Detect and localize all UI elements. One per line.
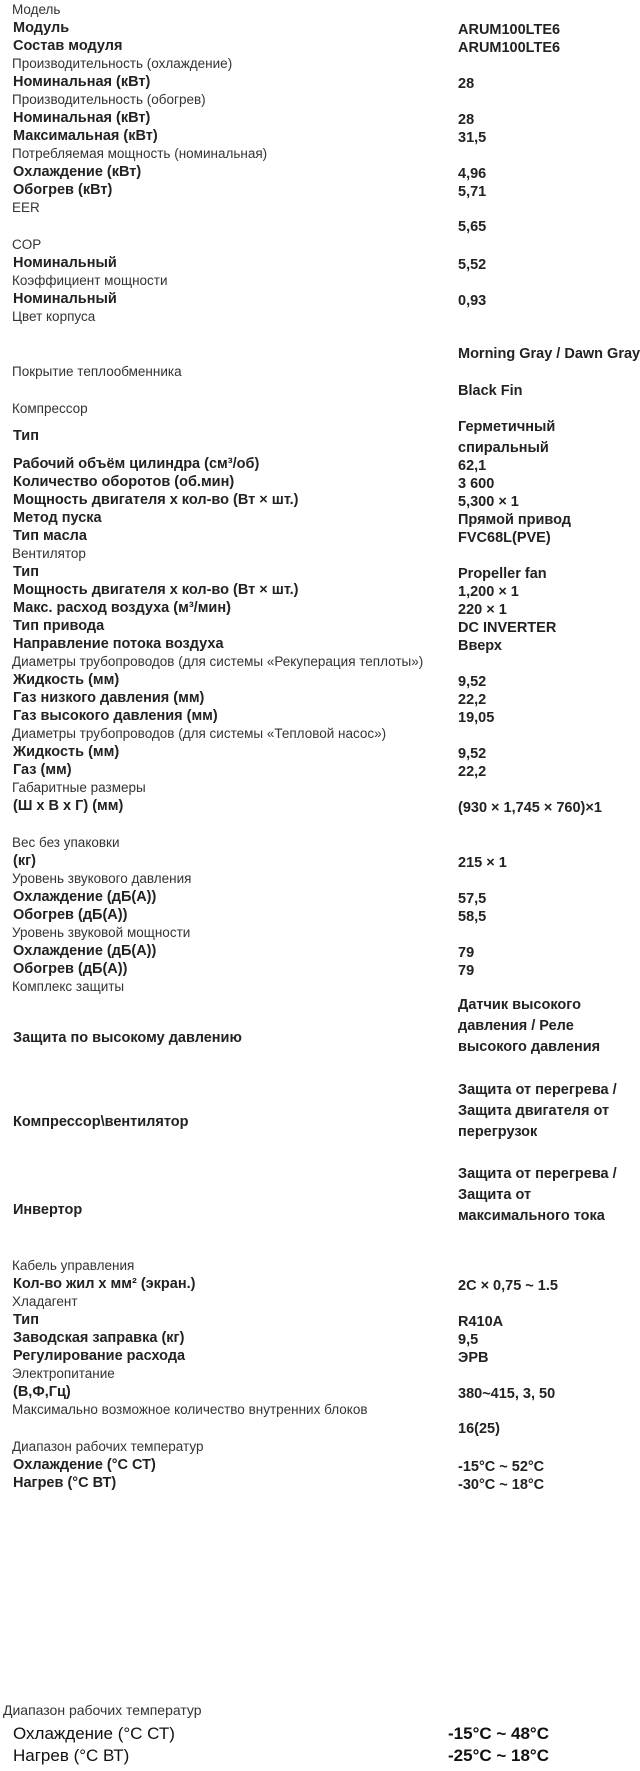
spec-row [1, 1346, 617, 1364]
spec-name: Тип [13, 564, 39, 580]
spec-group-title: Максимально возможное количество внутренних блоков [12, 1402, 368, 1417]
spec-group-title: Компрессор [12, 401, 88, 416]
spec-name: Обогрев (кВт) [13, 182, 113, 198]
spec-group-row [1, 652, 617, 670]
spec-value: 1,200 × 1 [458, 584, 519, 600]
spec-group-title: Вентилятор [12, 546, 86, 561]
spec-name: Охлаждение (дБ(А)) [13, 943, 157, 959]
spec-value: 9,5 [458, 1332, 479, 1348]
spec-name: Метод пуска [13, 510, 102, 526]
spec-name: Макс. расход воздуха (м³/мин) [13, 600, 231, 616]
spec-name: Модуль [13, 20, 70, 36]
spec-name: Кол-во жил х мм² (экран.) [13, 1276, 196, 1292]
spec-name: Состав модуля [13, 38, 123, 54]
spec-value: -30°C ~ 18°C [458, 1477, 545, 1493]
spec-group-row [1, 778, 617, 796]
spec-row [1, 851, 617, 869]
spec-group-row [1, 399, 617, 417]
spec-row [1, 108, 617, 126]
spec-value: 22,2 [458, 692, 487, 708]
spec-value: Вверх [458, 638, 502, 654]
spec-group-row [1, 198, 617, 235]
spec-value: 0,93 [458, 293, 487, 309]
spec-name: Номинальный [13, 255, 117, 271]
spec-row [1, 562, 617, 580]
spec-name: Газ (мм) [13, 762, 72, 778]
spec-value: 9,52 [458, 746, 487, 762]
spec-name: Мощность двигателя x кол-во (Вт × шт.) [13, 492, 299, 508]
spec-group-title: Диаметры трубопроводов (для системы «Тепловой насос») [12, 726, 387, 741]
spec-row [1, 1310, 617, 1328]
spec-group-title: Производительность (обогрев) [12, 92, 206, 107]
spec-row [1, 526, 617, 544]
spec-group-row [1, 271, 617, 289]
spec-value: Прямой привод [458, 512, 572, 528]
spec-row [1, 905, 617, 923]
spec-group-title: COP [12, 237, 42, 252]
spec-row [1, 1473, 617, 1491]
spec-name: Жидкость (мм) [13, 744, 120, 760]
spec-name: Количество оборотов (об.мин) [13, 474, 235, 490]
spec-row [1, 616, 617, 634]
spec-row [1, 706, 617, 724]
spec-row [1, 18, 617, 36]
spec-name: Охлаждение (дБ(А)) [13, 889, 157, 905]
spec-value: Защита от перегрева / Защита от максимального тока [458, 1166, 617, 1224]
spec-name: (кг) [13, 853, 36, 869]
spec-row [1, 688, 617, 706]
spec-group-row [1, 724, 617, 742]
spec-name: Защита по высокому давлению [13, 1029, 242, 1046]
spec-name: Тип [13, 427, 39, 444]
spec-name: Номинальный [13, 291, 117, 307]
spec-group-title: Комплекс защиты [12, 979, 125, 994]
spec-group-title: Кабель управления [12, 1258, 135, 1273]
spec-name: Мощность двигателя x кол-во (Вт × шт.) [13, 582, 299, 598]
spec-group-title: Производительность (охлаждение) [12, 56, 233, 71]
spec-value: Black Fin [458, 383, 523, 399]
spec-group-row [1, 923, 617, 941]
spec-row [1, 1328, 617, 1346]
spec-group-row [1, 362, 617, 399]
spec-value: 220 × 1 [458, 602, 507, 618]
spec-group-row [1, 1364, 617, 1382]
spec-row [1, 126, 617, 144]
spec-row [1, 289, 617, 307]
spec-name: (В,Ф,Гц) [13, 1384, 71, 1400]
spec-value: 58,5 [458, 909, 487, 925]
spec-value: FVC68L(PVE) [458, 530, 551, 546]
spec-group-row [1, 1437, 617, 1455]
spec-group-row [1, 833, 617, 851]
spec-group-row [1, 307, 640, 362]
spec-value: 215 × 1 [458, 855, 507, 871]
spec-name: Тип масла [13, 528, 87, 544]
spec-row [1, 959, 617, 977]
spec-group-row [1, 1256, 617, 1274]
spec-row [1, 1382, 617, 1400]
spec-name: Нагрев (°C ВТ) [13, 1746, 130, 1765]
spec-row [1, 634, 617, 652]
spec-name: Рабочий объём цилиндра (см³/об) [13, 456, 260, 472]
spec-value: 19,05 [458, 710, 495, 726]
spec-table [1, 0, 640, 1493]
spec-row [1, 1274, 617, 1292]
spec-row [1, 580, 617, 598]
spec-group-title: Диапазон рабочих температур [12, 1439, 204, 1454]
spec-name: Максимальная (кВт) [13, 128, 158, 144]
spec-value: 79 [458, 945, 475, 961]
spec-name: Охлаждение (°C СТ) [13, 1724, 175, 1743]
spec-group-row [1, 144, 617, 162]
spec-name: Направление потока воздуха [13, 636, 224, 652]
spec-value: ARUM100LTE6 [458, 22, 561, 38]
spec-group-row [1, 54, 617, 72]
spec-name: (Ш x В x Г) (мм) [13, 798, 124, 814]
spec-name: Охлаждение (°C СТ) [13, 1457, 156, 1473]
spec-group-title: Хладагент [12, 1294, 78, 1309]
spec-value: 79 [458, 963, 475, 979]
spec-value: -15°C ~ 52°C [458, 1459, 545, 1475]
spec-row [1, 887, 617, 905]
spec-row [1, 472, 617, 490]
spec-name: Компрессор\вентилятор [13, 1114, 189, 1130]
spec-name: Нагрев (°C ВТ) [13, 1475, 117, 1491]
spec-group-title: Цвет корпуса [12, 309, 96, 324]
spec-value: 62,1 [458, 458, 487, 474]
spec-row [1, 796, 617, 833]
spec-group-title: Электропитание [12, 1366, 115, 1381]
spec-value: 28 [458, 112, 475, 128]
spec-value: -25°C ~ 18°C [448, 1746, 550, 1765]
spec-value: ARUM100LTE6 [458, 40, 561, 56]
spec-value: Датчик высокого давления / Реле высокого давления [458, 997, 601, 1055]
spec-value: 3 600 [458, 476, 495, 492]
spec-name: Тип привода [13, 618, 105, 634]
spec-group-title: Вес без упаковки [12, 835, 120, 850]
spec-group-row [1, 869, 617, 887]
spec-value: -15°C ~ 48°C [448, 1724, 550, 1743]
spec-value: Герметичный спиральный [458, 419, 556, 456]
spec-group-row [1, 235, 617, 253]
spec-group-row [1, 1400, 617, 1437]
spec-row [1, 454, 617, 472]
spec-name: Тип [13, 1312, 39, 1328]
spec-value: Morning Gray / Dawn Gray [458, 346, 640, 362]
spec-row [1, 598, 617, 616]
spec-value: 16(25) [458, 1421, 500, 1437]
spec-value: 57,5 [458, 891, 487, 907]
spec-group-title: Габаритные размеры [12, 780, 146, 795]
operating-range-title: Диапазон рабочих температур [3, 1702, 202, 1718]
spec-row [1, 72, 617, 90]
spec-row [1, 36, 617, 54]
spec-name: Газ низкого давления (мм) [13, 690, 205, 706]
spec-group-row [1, 977, 617, 995]
spec-row [1, 760, 617, 778]
spec-row [1, 1164, 617, 1256]
spec-row [1, 1455, 617, 1473]
spec-name: Регулирование расхода [13, 1348, 186, 1364]
spec-group-title: Коэффициент мощности [12, 273, 168, 288]
spec-value: (930 × 1,745 × 760)×1 [458, 800, 602, 816]
spec-row [1, 180, 617, 198]
spec-row [1, 162, 617, 180]
spec-group-title: Покрытие теплообменника [12, 364, 182, 379]
spec-group-row [1, 90, 617, 108]
spec-row [1, 1080, 617, 1164]
spec-value: 28 [458, 76, 475, 92]
spec-name: Газ высокого давления (мм) [13, 708, 218, 724]
spec-value: 5,300 × 1 [458, 494, 519, 510]
spec-group-title: Уровень звуковой мощности [12, 925, 191, 940]
spec-name: Инвертор [13, 1202, 83, 1218]
spec-row [1, 941, 617, 959]
spec-row [1, 508, 617, 526]
spec-value: ЭРВ [458, 1350, 489, 1366]
spec-value: 31,5 [458, 130, 487, 146]
spec-name: Заводская заправка (кг) [13, 1330, 185, 1346]
spec-name: Обогрев (дБ(А)) [13, 961, 128, 977]
spec-value: Propeller fan [458, 566, 547, 582]
spec-value: 22,2 [458, 764, 487, 780]
spec-value: R410A [458, 1314, 504, 1330]
spec-row [1, 995, 617, 1080]
spec-value: DC INVERTER [458, 620, 557, 636]
spec-value: 5,71 [458, 184, 487, 200]
spec-value: 5,65 [458, 219, 487, 235]
spec-group-title: Уровень звукового давления [12, 871, 192, 886]
spec-group-row [1, 544, 617, 562]
spec-value: 5,52 [458, 257, 487, 273]
spec-name: Обогрев (дБ(А)) [13, 907, 128, 923]
spec-group-row [1, 1292, 617, 1310]
spec-group-title: Потребляемая мощность (номинальная) [12, 146, 268, 161]
spec-row [1, 742, 617, 760]
spec-value: Защита от перегрева / Защита двигателя от перегрузок [458, 1082, 617, 1140]
spec-name: Охлаждение (кВт) [13, 164, 142, 180]
spec-row [1, 490, 617, 508]
spec-value: 4,96 [458, 166, 487, 182]
spec-row [1, 670, 617, 688]
spec-name: Номинальная (кВт) [13, 110, 151, 126]
spec-group-title: Модель [12, 2, 61, 17]
spec-value: 380~415, 3, 50 [458, 1386, 556, 1402]
spec-group-title: EER [12, 200, 40, 215]
spec-name: Жидкость (мм) [13, 672, 120, 688]
spec-row [1, 253, 617, 271]
spec-row [1, 417, 617, 454]
spec-value: 2C × 0,75 ~ 1.5 [458, 1278, 558, 1294]
spec-name: Номинальная (кВт) [13, 74, 151, 90]
spec-group-row [1, 0, 617, 18]
spec-value: 9,52 [458, 674, 487, 690]
operating-range-heating-row [0, 1746, 619, 1771]
spec-group-title: Диаметры трубопроводов (для системы «Рекуперация теплоты») [12, 654, 424, 669]
